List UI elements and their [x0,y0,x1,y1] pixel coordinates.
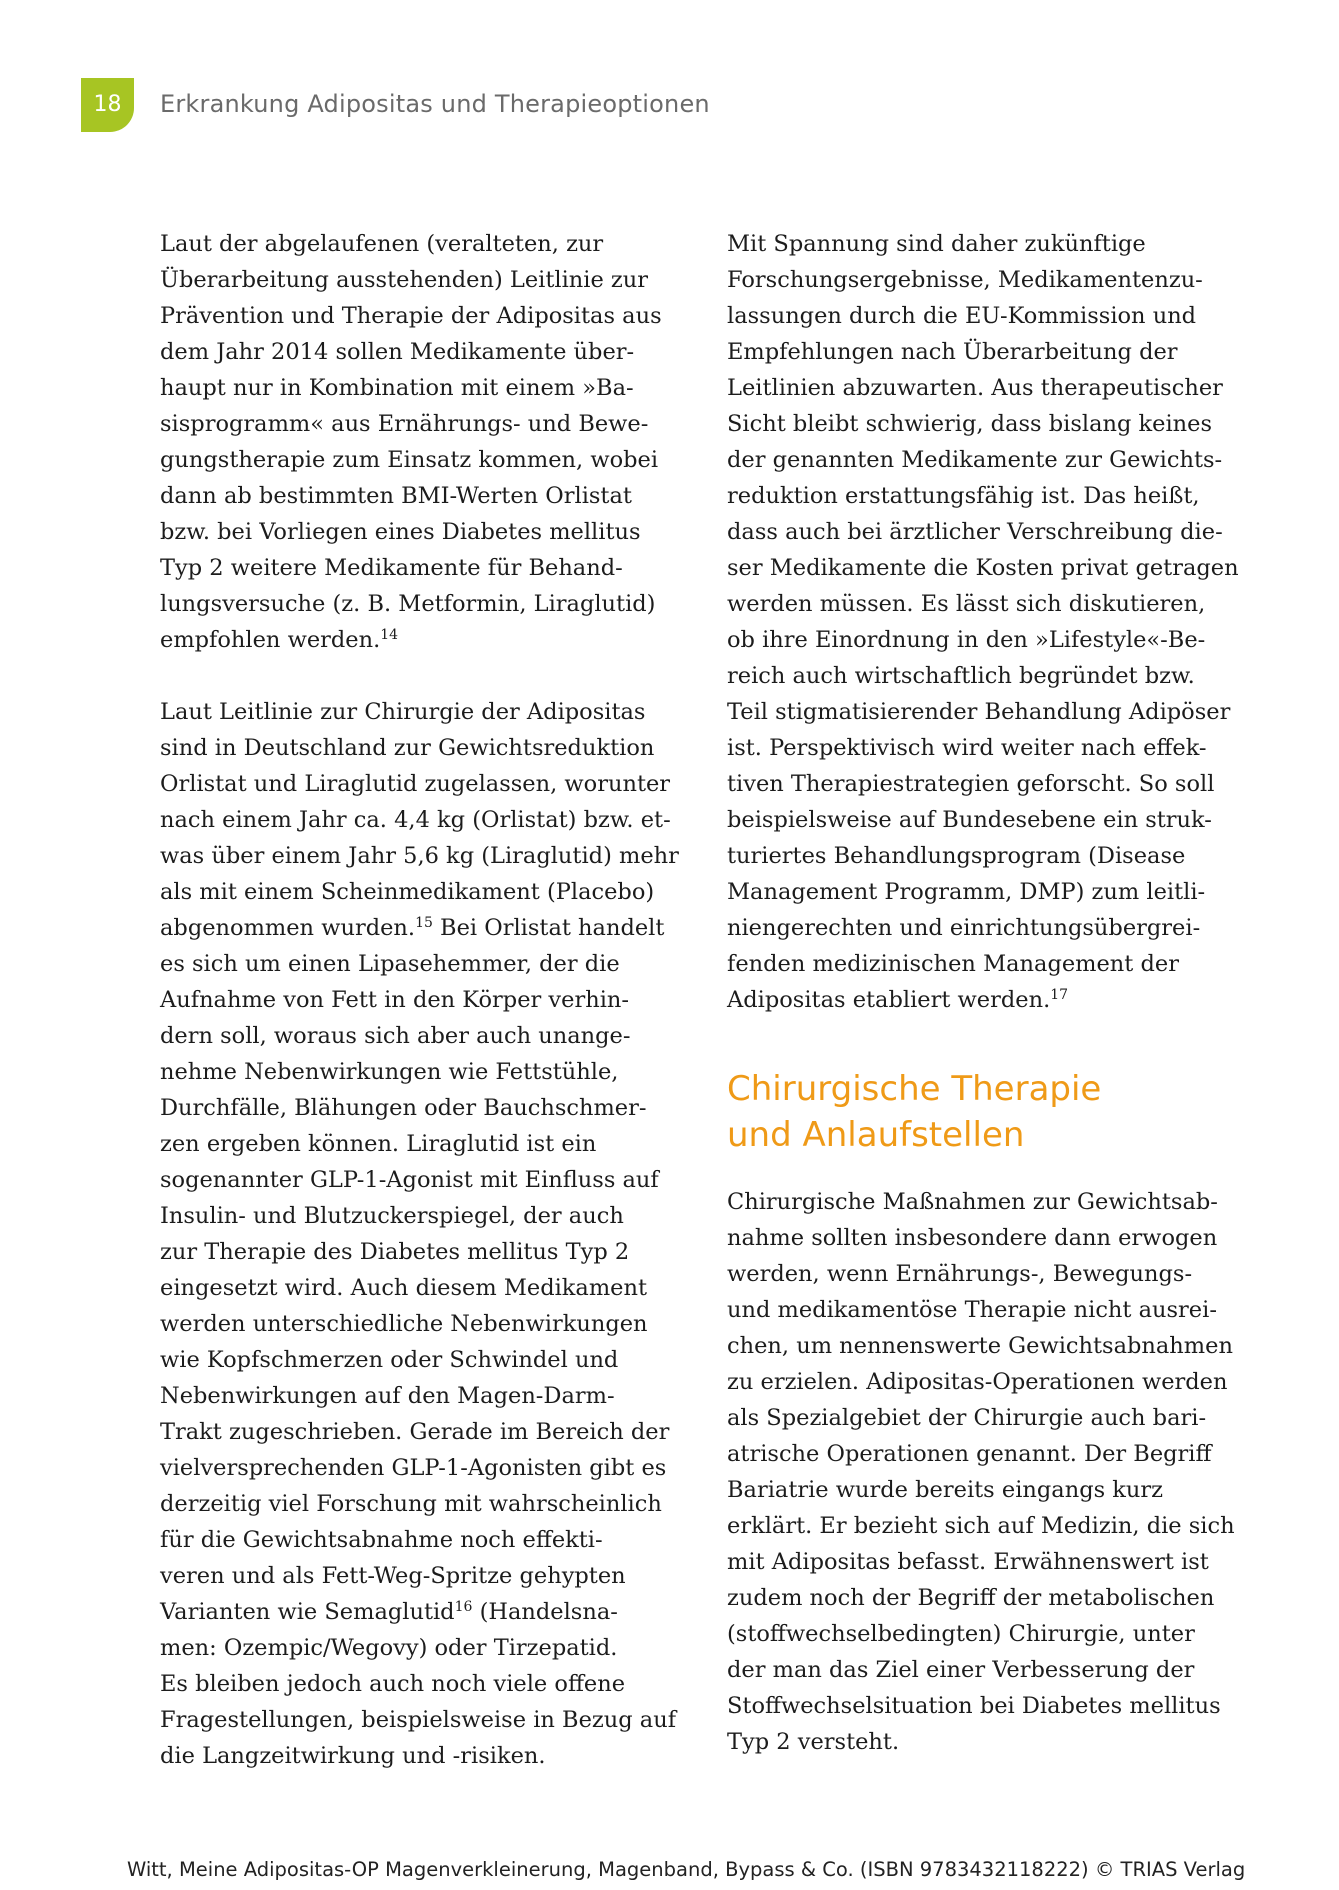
text-line: atrische Operationen genannt. Der Begriff [727,1441,1212,1467]
text-line: Orlistat und Liraglutid zugelassen, worunter [160,771,671,797]
text-line: was über einem Jahr 5,6 kg (Liraglutid) mehr [160,843,679,869]
text-line: werden unterschiedliche Nebenwirkungen [160,1311,648,1337]
text-line: turiertes Behandlungsprogram (Disease [727,843,1186,869]
text-line: nahme sollten insbesondere dann erwogen [727,1225,1218,1251]
text-line: erklärt. Er bezieht sich auf Medizin, die sich [727,1513,1235,1539]
text-line: der man das Ziel einer Verbesserung der [727,1657,1195,1683]
text-line: Sicht bleibt schwierig, dass bislang keines [727,411,1213,437]
text-line: Management Programm, DMP) zum leitli- [727,879,1206,905]
text-line: Typ 2 versteht. [727,1729,900,1755]
text-line: und medikamentöse Therapie nicht ausrei- [727,1297,1217,1323]
text-line: Überarbeitung ausstehenden) Leitlinie zur [160,267,649,293]
text-span: empfohlen werden. [160,627,381,653]
text-line: zen ergeben können. Liraglutid ist ein [160,1131,597,1157]
text-line: zu erzielen. Adipositas-Operationen werden [727,1369,1228,1395]
footnote-ref: 16 [454,1599,473,1615]
paragraph-left-2 [160,694,680,1774]
text-line: Teil stigmatisierender Behandlung Adipöser [727,699,1231,725]
text-line: Bariatrie wurde bereits eingangs kurz [727,1477,1164,1503]
text-line: Insulin- und Blutzuckerspiegel, der auch [160,1203,624,1229]
text-line: Prävention und Therapie der Adipositas aus [160,303,662,329]
paragraph-right-2 [727,1184,1247,1760]
text-line: reich auch wirtschaftlich begründet bzw. [727,663,1195,689]
text-line: Empfehlungen nach Überarbeitung der [727,339,1178,365]
text-line: wie Kopfschmerzen oder Schwindel und [160,1347,619,1373]
text-line: werden, wenn Ernährungs-, Bewegungs- [727,1261,1193,1287]
footnote-ref: 15 [415,915,433,931]
text-line: werden müssen. Es lässt sich diskutieren, [727,591,1206,617]
text-line: bzw. bei Vorliegen eines Diabetes mellitus [160,519,641,545]
paragraph-right-1 [727,226,1247,1018]
text-line: lungsversuche (z. B. Metformin, Liraglutid) [160,591,656,617]
text-line: als Spezialgebiet der Chirurgie auch bari- [727,1405,1207,1431]
right-column [727,226,1247,1760]
text-line: Durchfälle, Blähungen oder Bauchschmer- [160,1095,647,1121]
text-span: abgenommen wurden. [160,915,416,941]
text-line: veren und als Fett-Weg-Spritze gehypten [160,1563,626,1589]
paragraph-left-1 [160,226,680,658]
text-line: fenden medizinischen Management der [727,951,1179,977]
text-line: sisprogramm« aus Ernährungs- und Bewe- [160,411,649,437]
text-line: derzeitig viel Forschung mit wahrscheinlich [160,1491,662,1517]
text-line: mit Adipositas befasst. Erwähnenswert ist [727,1549,1209,1575]
text-line: Aufnahme von Fett in den Körper verhin- [160,987,629,1013]
text-line: beispielsweise auf Bundesebene ein struk- [727,807,1212,833]
section-heading [727,1066,1247,1158]
text-line: Typ 2 weitere Medikamente für Behand- [160,555,623,581]
text-line: nehme Nebenwirkungen wie Fettstühle, [160,1059,619,1085]
text-line: Stoffwechselsituation bei Diabetes mellitus [727,1693,1221,1719]
text-line: gungstherapie zum Einsatz kommen, wobei [160,447,659,473]
text-span: Varianten wie Semaglutid [160,1599,455,1625]
text-line: ist. Perspektivisch wird weiter nach effek- [727,735,1207,761]
text-line: Laut Leitlinie zur Chirurgie der Adipositas [160,699,646,725]
text-line: haupt nur in Kombination mit einem »Ba- [160,375,634,401]
text-line: Es bleiben jedoch auch noch viele offene [160,1671,626,1697]
text-line: men: Ozempic/Wegovy) oder Tirzepatid. [160,1635,618,1661]
footnote-ref: 14 [380,627,399,643]
text-line: reduktion erstattungsfähig ist. Das heißt, [727,483,1200,509]
text-line: Nebenwirkungen auf den Magen-Darm- [160,1383,615,1409]
text-span: Bei Orlistat handelt [432,915,665,941]
text-line: tiven Therapiestrategien geforscht. So soll [727,771,1215,797]
text-line: der genannten Medikamente zur Gewichts- [727,447,1223,473]
text-line [727,982,1247,1018]
text-line: die Langzeitwirkung und -risiken. [160,1743,546,1769]
heading-line: und Anlaufstellen [727,1115,1025,1155]
text-line: ser Medikamente die Kosten privat getragen [727,555,1239,581]
text-line: Mit Spannung sind daher zukünftige [727,231,1146,257]
text-line: es sich um einen Lipasehemmer, der die [160,951,620,977]
text-line: dern soll, woraus sich aber auch unange- [160,1023,631,1049]
text-line: sind in Deutschland zur Gewichtsreduktion [160,735,655,761]
footnote-ref: 17 [1050,987,1069,1003]
text-line: zur Therapie des Diabetes mellitus Typ 2 [160,1239,630,1265]
text-line: dass auch bei ärztlicher Verschreibung die- [727,519,1223,545]
text-line: dann ab bestimmten BMI-Werten Orlistat [160,483,632,509]
text-line: Forschungsergebnisse, Medikamentenzu- [727,267,1203,293]
text-line: lassungen durch die EU-Kommission und [727,303,1197,329]
text-line: vielversprechenden GLP-1-Agonisten gibt es [160,1455,667,1481]
text-line: Leitlinien abzuwarten. Aus therapeutischer [727,375,1223,401]
text-line: Fragestellungen, beispielsweise in Bezug auf [160,1707,677,1733]
footer-citation: Witt, Meine Adipositas-OP Magenverkleinerung, Magenband, Bypass & Co. (ISBN 9783432118222) © TRIAS Verlag [127,1858,1246,1881]
text-line: ob ihre Einordnung in den »Lifestyle«-Be- [727,627,1206,653]
text-line: als mit einem Scheinmedikament (Placebo) [160,879,655,905]
text-line [160,1594,680,1630]
left-column [160,226,680,1774]
text-line: zudem noch der Begriff der metabolischen [727,1585,1215,1611]
text-line: Laut der abgelaufenen (veralteten, zur [160,231,604,257]
text-line: Chirurgische Maßnahmen zur Gewichtsab- [727,1189,1218,1215]
running-title: Erkrankung Adipositas und Therapieoptionen [160,90,710,118]
text-line: (stoffwechselbedingten) Chirurgie, unter [727,1621,1195,1647]
page-number-badge: 18 [81,78,134,132]
text-span: (Handelsna- [472,1599,618,1625]
text-span: Adipositas etabliert werden. [727,987,1051,1013]
text-line: niengerechten und einrichtungsübergrei- [727,915,1201,941]
text-line: dem Jahr 2014 sollen Medikamente über- [160,339,635,365]
text-line: Trakt zugeschrieben. Gerade im Bereich der [160,1419,670,1445]
text-line [160,910,680,946]
text-line: eingesetzt wird. Auch diesem Medikament [160,1275,648,1301]
heading-line: Chirurgische Therapie [727,1069,1102,1109]
text-line [160,622,680,658]
text-line: chen, um nennenswerte Gewichtsabnahmen [727,1333,1233,1359]
text-line: sogenannter GLP-1-Agonist mit Einfluss auf [160,1167,659,1193]
text-line: nach einem Jahr ca. 4,4 kg (Orlistat) bzw. et- [160,807,671,833]
text-line: für die Gewichtsabnahme noch effekti- [160,1527,603,1553]
